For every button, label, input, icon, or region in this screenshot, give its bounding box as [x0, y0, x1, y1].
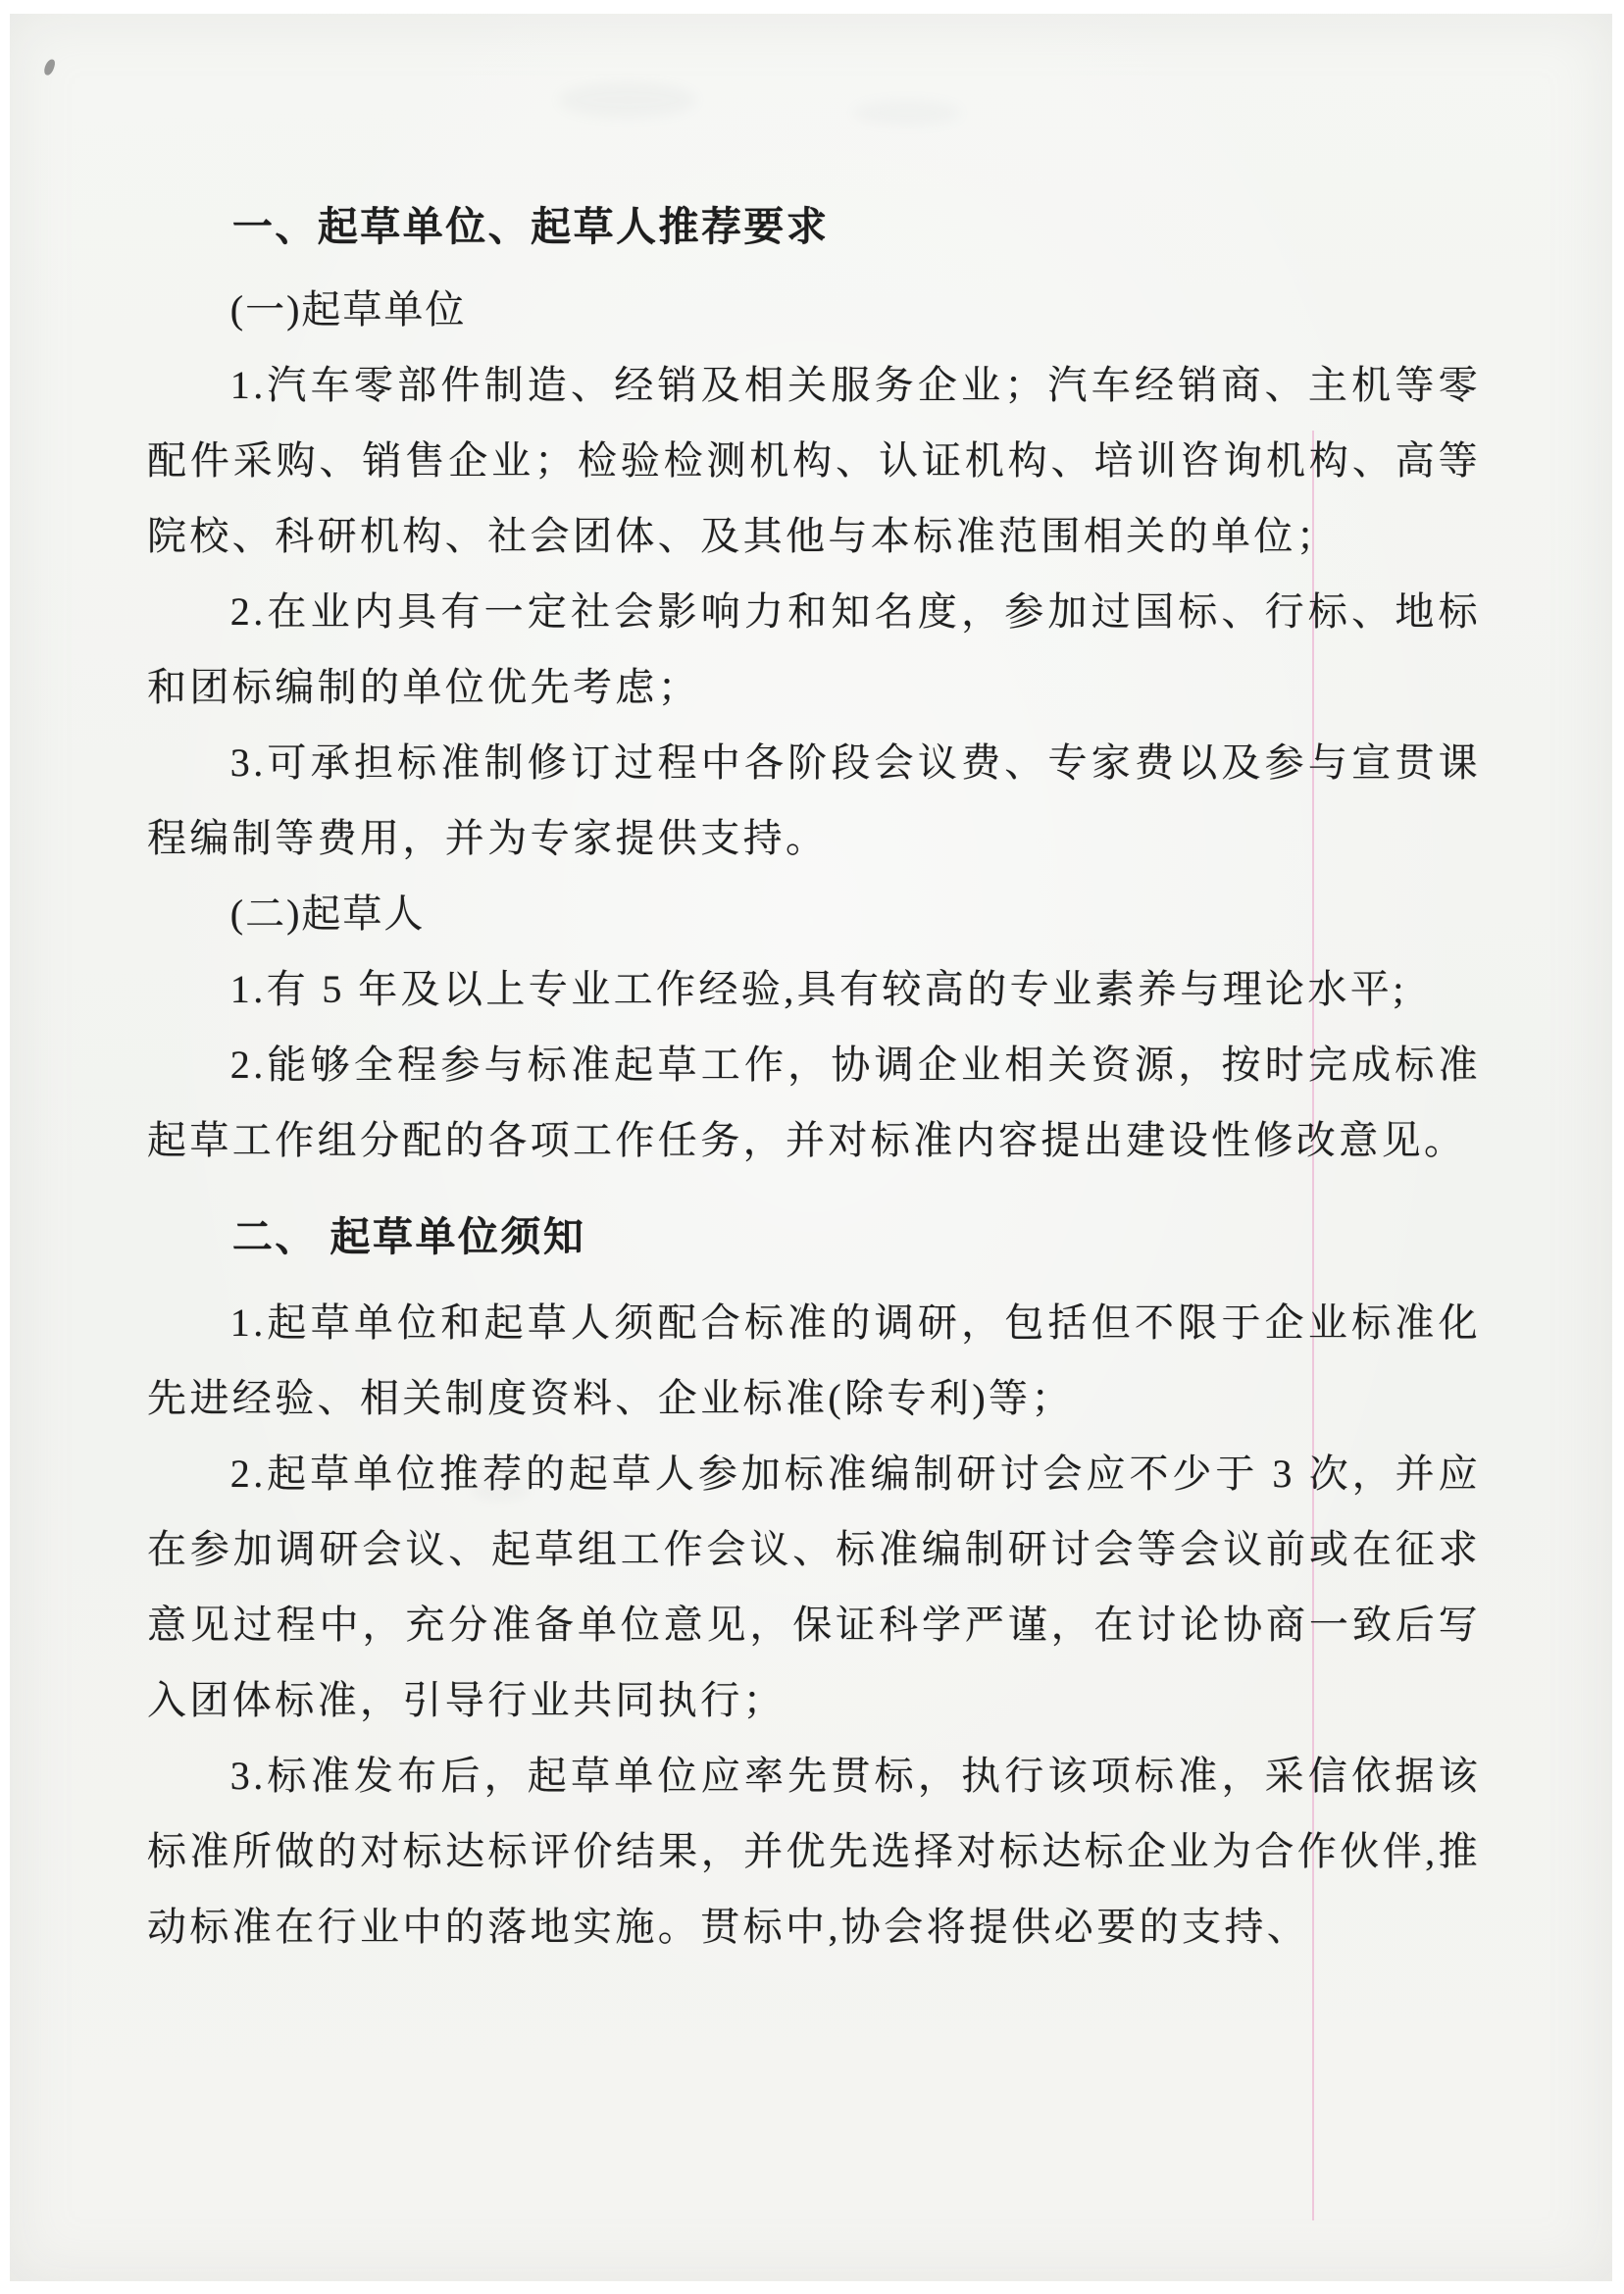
paragraph: 2.起草单位推荐的起草人参加标准编制研讨会应不少于 3 次，并应在参加调研会议、起草组工作会议、标准编制研讨会等会议前或在征求意见过程中，充分准备单位意见，保证科学严谨，在讨论协商一致后写入团体标准，引导行业共同执行； [147, 1452, 1481, 1722]
paragraph: 3.可承担标准制修订过程中各阶段会议费、专家费以及参与宣贯课程编制等费用，并为专家提供支持。 [147, 740, 1481, 860]
scanned-page [10, 14, 1612, 2281]
scan-smudge [853, 100, 961, 126]
scan-speck-artifact [43, 58, 57, 76]
sub-heading: (二)起草人 [229, 892, 426, 936]
section-heading: 一、起草单位、起草人推荐要求 [231, 204, 830, 249]
paragraph: 3.标准发布后，起草单位应率先贯标，执行该项标准，采信依据该标准所做的对标达标评价结果，并优先选择对标达标企业为合作伙伴,推动标准在行业中的落地实施。贯标中,协会将提供必要的支持、 [147, 1754, 1481, 1949]
document-body [147, 182, 1481, 1964]
section-heading: 二、 起草单位须知 [231, 1214, 586, 1259]
scan-smudge [559, 82, 696, 118]
paragraph: 1.起草单位和起草人须配合标准的调研，包括但不限于企业标准化先进经验、相关制度资料、企业标准(除专利)等； [147, 1300, 1481, 1420]
paragraph: 1.有 5 年及以上专业工作经验,具有较高的专业素养与理论水平; [229, 967, 1407, 1011]
paragraph: 1.汽车零部件制造、经销及相关服务企业；汽车经销商、主机等零配件采购、销售企业；检验检测机构、认证机构、培训咨询机构、高等院校、科研机构、社会团体、及其他与本标准范围相关的单位； [147, 363, 1481, 558]
paragraph: 2.在业内具有一定社会影响力和知名度，参加过国标、行标、地标和团标编制的单位优先考虑； [147, 589, 1481, 709]
sub-heading: (一)起草单位 [229, 287, 467, 331]
paragraph: 2.能够全程参与标准起草工作，协调企业相关资源，按时完成标准起草工作组分配的各项工作任务，并对标准内容提出建设性修改意见。 [147, 1043, 1481, 1162]
